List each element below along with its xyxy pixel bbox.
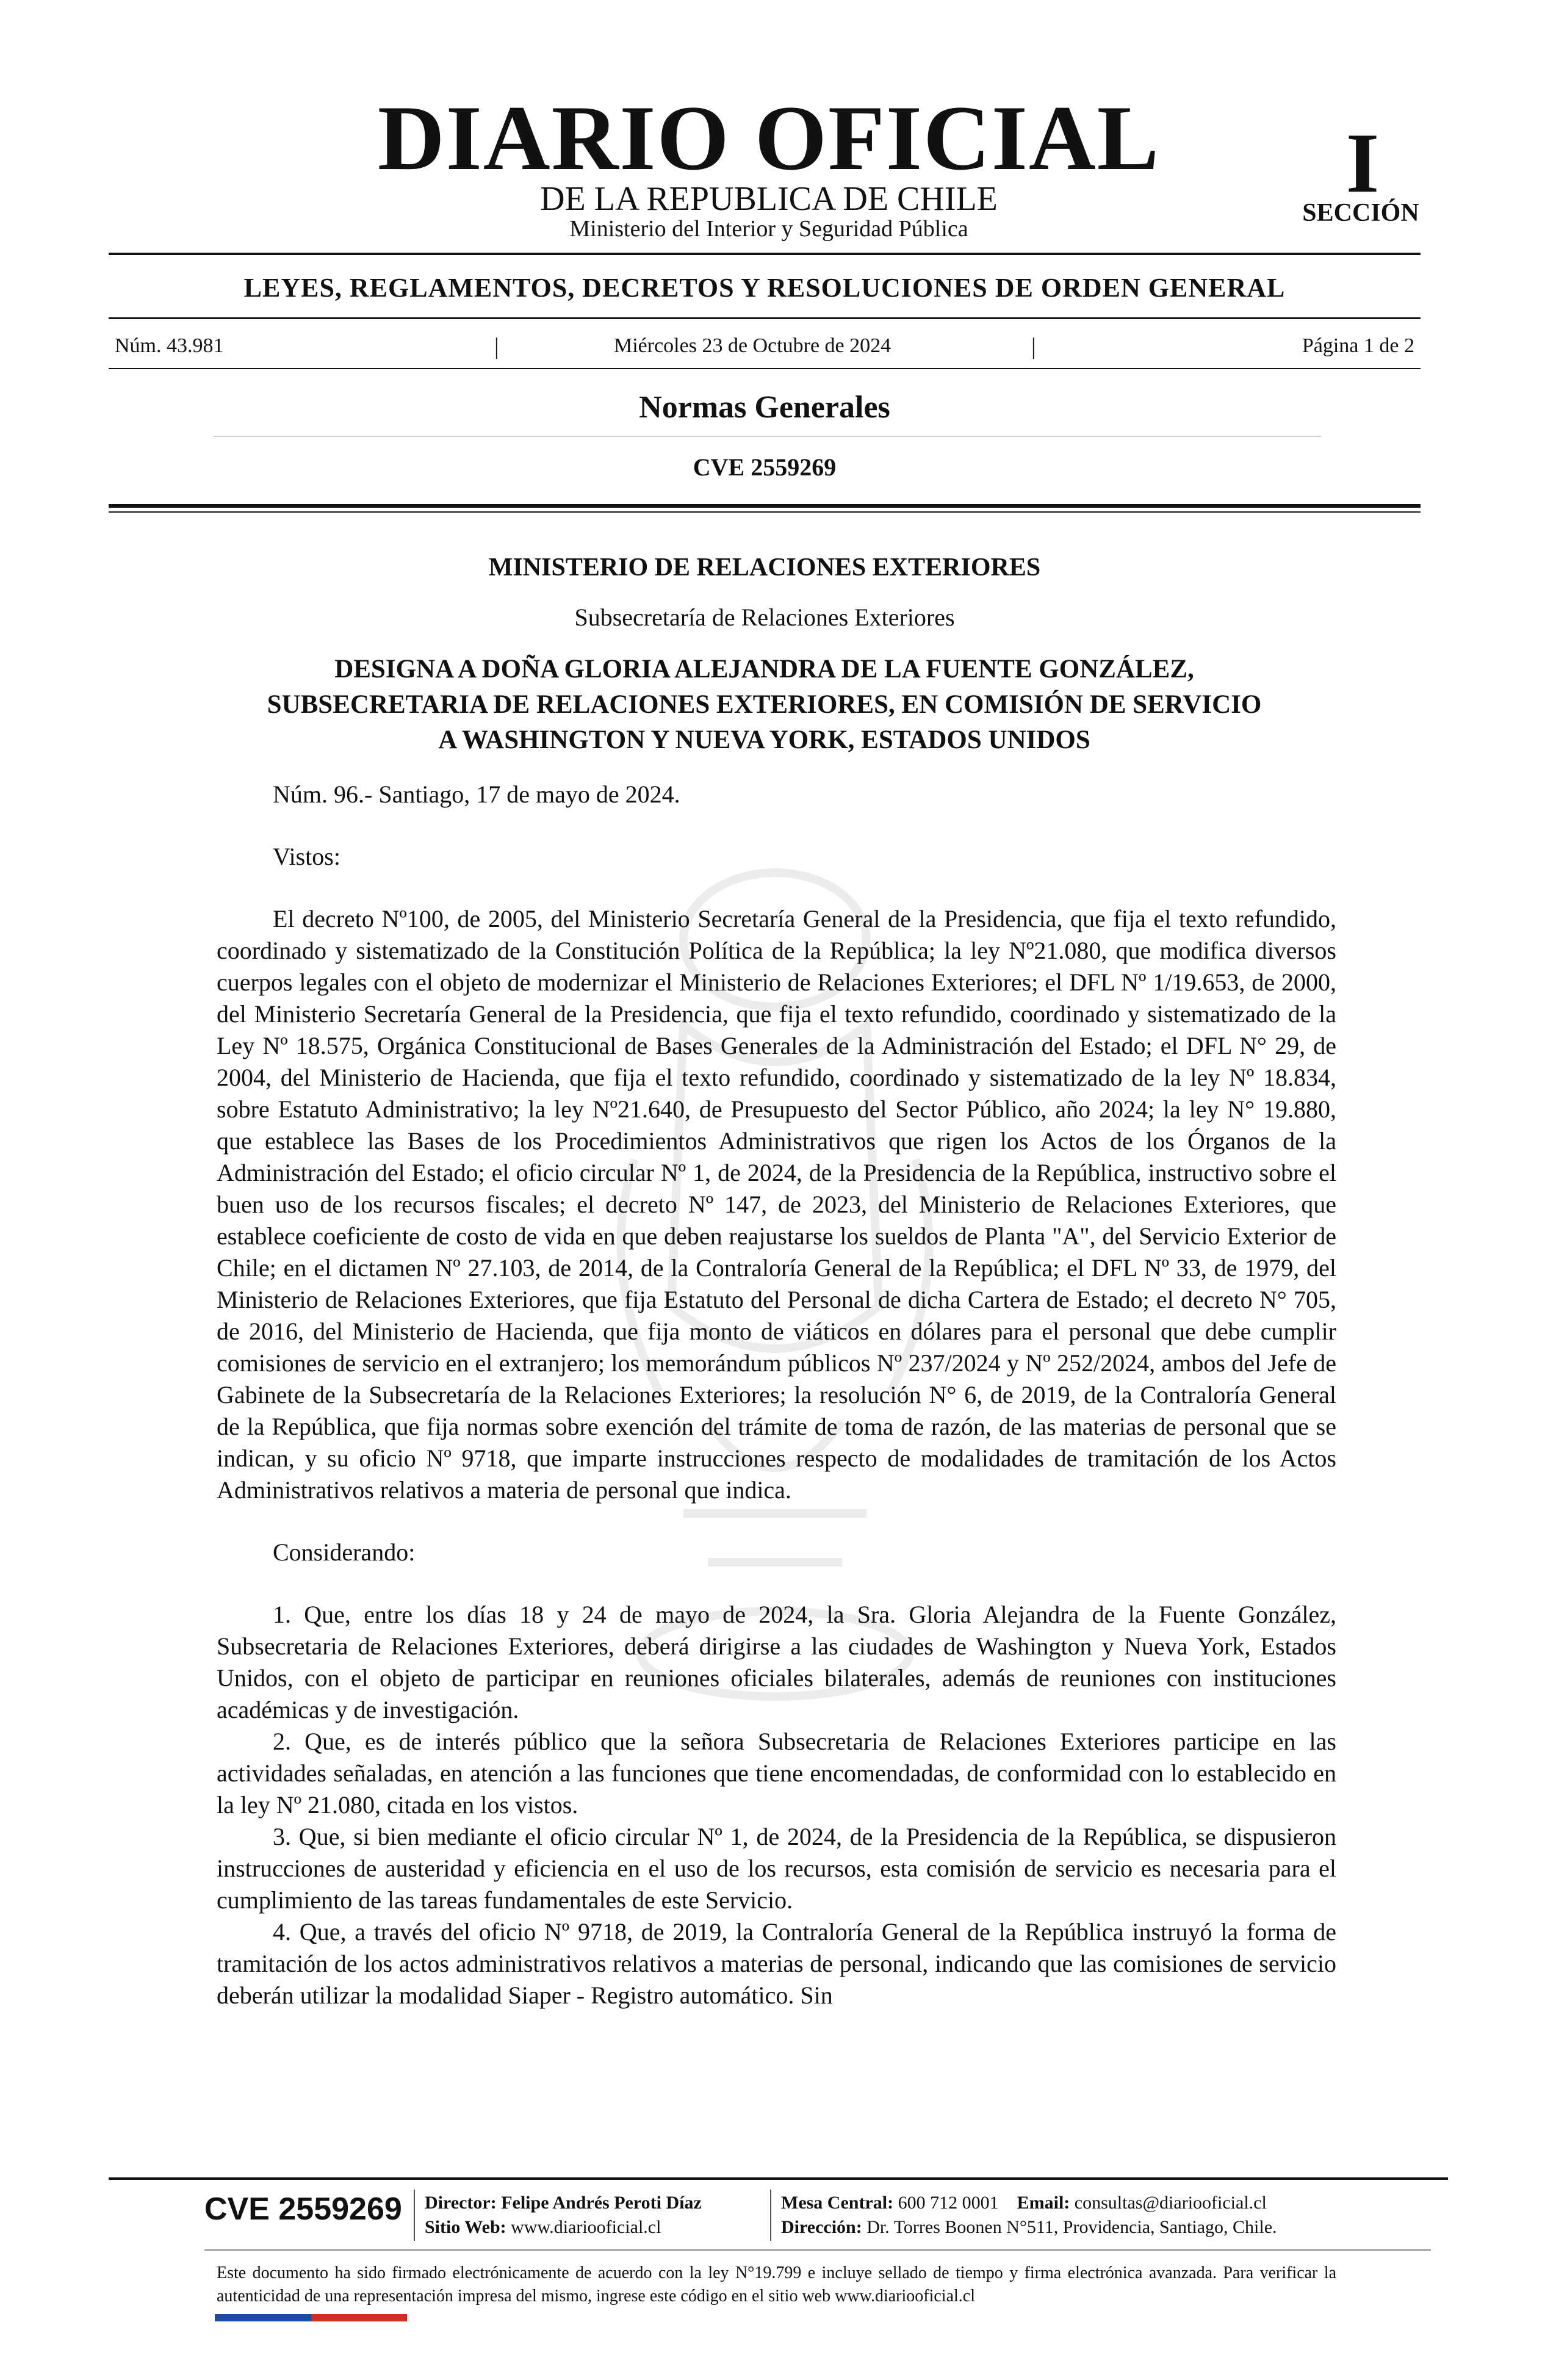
decree-title bbox=[183, 652, 1345, 758]
footer-director-block bbox=[425, 2191, 702, 2240]
director-name: Felipe Andrés Peroti Díaz bbox=[501, 2193, 702, 2213]
address-label: Dirección: bbox=[781, 2217, 862, 2237]
footer-cve: CVE 2559269 bbox=[204, 2191, 402, 2227]
info-separator: | bbox=[1031, 334, 1036, 359]
considerando-item: 3. Que, si bien mediante el oficio circular Nº 1, de 2024, de la Presidencia de la República, se dispusieron instrucciones de austeridad y eficiencia en el uso de los recursos, esta comisión de servicio es necesaria para el cumplimiento de las tareas fundamentales de este Servicio. bbox=[217, 1823, 1336, 1914]
decree-number-line: Núm. 96.- Santiago, 17 de mayo de 2024. bbox=[273, 781, 680, 808]
footer-divider bbox=[770, 2190, 771, 2241]
address-value: Dr. Torres Boonen N°511, Providencia, Santiago, Chile. bbox=[866, 2217, 1277, 2237]
document-body bbox=[217, 779, 1336, 2011]
considerando-item: 4. Que, a través del oficio Nº 9718, de 2019, la Contraloría General de la República instruyó la forma de tramitación de los actos administrativos relativos a materias de personal, indicando que las comisiones de servicio deberán utilizar la modalidad Siaper - Registro automático. Sin bbox=[217, 1918, 1336, 2009]
footer-rule-thin bbox=[204, 2249, 1431, 2251]
ministry-heading: MINISTERIO DE RELACIONES EXTERIORES bbox=[488, 554, 1041, 582]
footer-divider bbox=[414, 2190, 415, 2241]
issue-number: Núm. 43.981 bbox=[115, 334, 224, 357]
website-link[interactable]: www.diariooficial.cl bbox=[511, 2217, 661, 2237]
section-label: SECCIÓN bbox=[1302, 199, 1419, 227]
cve-code: CVE 2559269 bbox=[693, 453, 837, 481]
email-label: Email: bbox=[1017, 2193, 1070, 2213]
top-rule-thick bbox=[109, 253, 1421, 255]
mesa-label: Mesa Central: bbox=[781, 2193, 894, 2213]
footer-legal-notice: Este documento ha sido firmado electrónicamente de acuerdo con la ley N°19.799 e incluye sellado de tiempo y firma electrónica avanzada. Para verificar la autenticidad de una representación impresa del mismo, ingrese este código en el sitio web www.diariooficial.cl bbox=[217, 2263, 1336, 2306]
band-title: LEYES, REGLAMENTOS, DECRETOS Y RESOLUCIONES DE ORDEN GENERAL bbox=[243, 273, 1286, 303]
chile-flag-stripe bbox=[215, 2314, 407, 2321]
mesa-phone: 600 712 0001 bbox=[898, 2193, 999, 2213]
decree-title-line: SUBSECRETARIA DE RELACIONES EXTERIORES, EN COMISIÓN DE SERVICIO bbox=[267, 690, 1262, 719]
decree-title-line: A WASHINGTON Y NUEVA YORK, ESTADOS UNIDOS bbox=[438, 726, 1090, 754]
footer-contact-block bbox=[781, 2191, 1277, 2240]
considerando-heading: Considerando: bbox=[273, 1538, 416, 1566]
section-divider bbox=[214, 436, 1321, 437]
cve-rule-thick bbox=[109, 504, 1421, 508]
footer-rule bbox=[109, 2177, 1448, 2180]
considerando-item: 1. Que, entre los días 18 y 24 de mayo de 2024, la Sra. Gloria Alejandra de la Fuente González, Subsecretaria de Relaciones Exteriores, deberá dirigirse a las ciudades de Washington y Nueva York, Estados Unidos, con el objeto de participar en reuniones oficiales bilaterales, además de reuniones con instituciones académicas y de investigación. bbox=[217, 1601, 1336, 1723]
vistos-heading: Vistos: bbox=[273, 843, 340, 870]
newspaper-ministry: Ministerio del Interior y Seguridad Pública bbox=[569, 216, 968, 242]
info-separator: | bbox=[494, 334, 499, 359]
info-rule-bottom bbox=[109, 368, 1421, 369]
issue-info-bar bbox=[109, 334, 1421, 359]
flag-blue-segment bbox=[215, 2314, 311, 2321]
subsecretaria-heading: Subsecretaría de Relaciones Exteriores bbox=[574, 604, 955, 631]
cve-rule-thin bbox=[109, 511, 1421, 513]
page-indicator: Página 1 de 2 bbox=[1302, 334, 1414, 357]
band-rule-bottom bbox=[109, 317, 1421, 319]
issue-date: Miércoles 23 de Octubre de 2024 bbox=[614, 334, 891, 357]
website-label: Sitio Web: bbox=[425, 2217, 506, 2237]
decree-title-line: DESIGNA A DOÑA GLORIA ALEJANDRA DE LA FUENTE GONZÁLEZ, bbox=[334, 655, 1194, 683]
section-title: Normas Generales bbox=[639, 390, 890, 425]
newspaper-title: DIARIO OFICIAL bbox=[377, 87, 1161, 189]
considerando-item: 2. Que, es de interés público que la señora Subsecretaria de Relaciones Exteriores participe en las actividades señaladas, en atención a las funciones que tiene encomendadas, de conformidad con lo establecido en la ley Nº 21.080, citada en los vistos. bbox=[217, 1728, 1336, 1819]
section-number: I bbox=[1345, 116, 1380, 211]
vistos-paragraph: El decreto Nº100, de 2005, del Ministerio Secretaría General de la Presidencia, que fija el texto refundido, coordinado y sistematizado de la Constitución Política de la República; la ley Nº21.080, que modifica diversos cuerpos legales con el objeto de modernizar el Ministerio de Relaciones Exteriores; el DFL Nº 1/19.653, de 2000, del Ministerio Secretaría General de la Presidencia, que fija el texto refundido, coordinado y sistematizado de la Ley Nº 18.575, Orgánica Constitucional de Bases Generales de la Administración del Estado; el DFL N° 29, de 2004, del Ministerio de Hacienda, que fija el texto refundido, coordinado y sistematizado de la ley Nº 18.834, sobre Estatuto Administrativo; la ley Nº21.640, de Presupuesto del Sector Público, año 2024; la ley N° 19.880, que establece las Bases de los Procedimientos Administrativos que rigen los Actos de los Órganos de la Administración del Estado; el oficio circular Nº 1, de 2024, de la Presidencia de la República, instructivo sobre el buen uso de los recursos fiscales; el decreto Nº 147, de 2023, del Ministerio de Relaciones Exteriores, que establece coeficiente de costo de vida en que deben reajustarse los sueldos de Planta "A", del Servicio Exterior de Chile; en el dictamen Nº 27.103, de 2014, de la Contraloría General de la República; el DFL Nº 33, de 1979, del Ministerio de Relaciones Exteriores, que fija Estatuto del Personal de dicha Cartera de Estado; el decreto N° 705, de 2016, del Ministerio de Hacienda, que fija monto de viáticos en dólares para el personal que debe cumplir comisiones de servicio en el extranjero; los memorándum públicos Nº 237/2024 y Nº 252/2024, ambos del Jefe de Gabinete de la Subsecretaría de la Relaciones Exteriores; la resolución N° 6, de 2019, de la Contraloría General de la República, que fija normas sobre exención del trámite de toma de razón, de las materias de personal que se indican, y su oficio Nº 9718, que imparte instrucciones respecto de modalidades de tramitación de los Actos Administrativos relativos a materia de personal que indica. bbox=[217, 905, 1336, 1504]
newspaper-subtitle: DE LA REPUBLICA DE CHILE bbox=[540, 180, 998, 218]
flag-red-segment bbox=[311, 2314, 408, 2321]
email-link[interactable]: consultas@diariooficial.cl bbox=[1074, 2193, 1267, 2213]
director-label: Director: bbox=[425, 2193, 497, 2213]
